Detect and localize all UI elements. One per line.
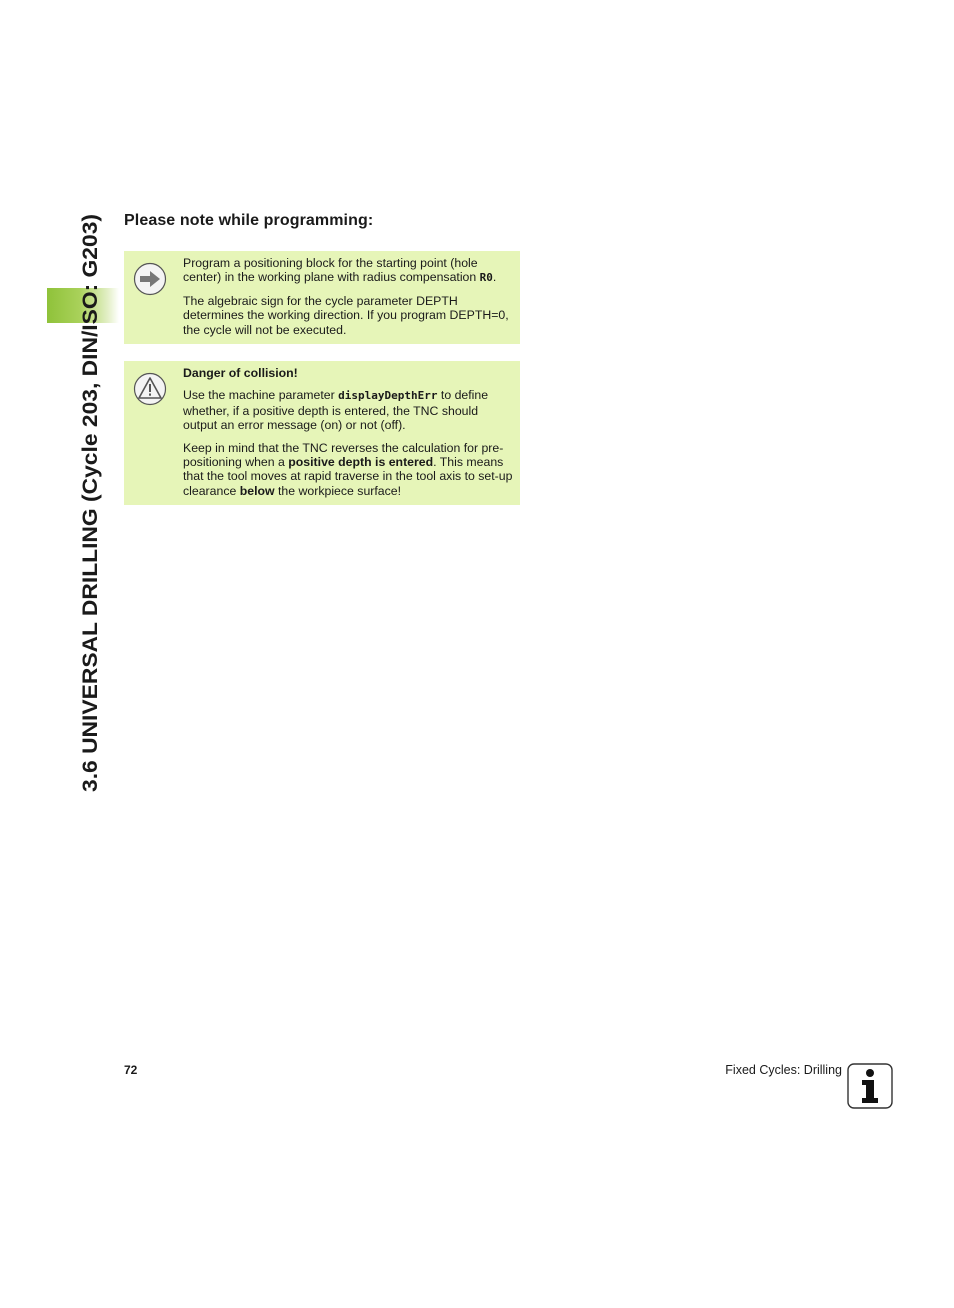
warning-triangle-icon <box>133 372 167 406</box>
info-note-body <box>183 256 514 345</box>
info-note-paragraph-1 <box>183 256 514 286</box>
arrow-right-icon <box>133 262 167 296</box>
positive-depth-emphasis: positive depth is entered <box>288 455 434 470</box>
danger-note-box <box>124 361 520 505</box>
danger-note-title: Danger of collision! <box>183 366 298 380</box>
info-note-text-end: . <box>492 270 497 285</box>
info-note-text: Program a positioning block for the starting point (hole center) in the working plane with radius compensation <box>183 256 480 285</box>
danger-note-paragraph-2 <box>183 441 514 499</box>
danger-note-text-end: to define whether, if a positive depth is entered, the TNC should output an error message (on) or not (off). <box>183 388 489 433</box>
page-number: 72 <box>124 1063 138 1077</box>
danger-note-body <box>183 366 514 506</box>
info-note-paragraph-2: The algebraic sign for the cycle parameter DEPTH determines the working direction. If you program DEPTH=0, the cycle will not be executed. <box>183 293 509 337</box>
danger-note-paragraph-1 <box>183 388 514 432</box>
section-heading: Please note while programming: <box>124 212 374 229</box>
footer-chapter-title: Fixed Cycles: Drilling <box>725 1063 842 1077</box>
danger-note-text-2b: . This means that the tool moves at rapid traverse in the tool axis to set-up clearance <box>183 455 513 498</box>
info-icon <box>847 1063 893 1109</box>
danger-note-text-2a: Keep in mind that the TNC reverses the calculation for pre-positioning when a <box>183 440 504 470</box>
radius-compensation-code: R0 <box>479 271 493 285</box>
danger-note-text: Use the machine parameter <box>183 388 339 403</box>
machine-parameter-code: displayDepthErr <box>338 389 438 403</box>
chapter-title-text: 3.6 UNIVERSAL DRILLING (Cycle 203, DIN/ISO: G203) <box>79 260 102 792</box>
below-emphasis: below <box>239 483 275 498</box>
chapter-side-title <box>70 212 110 792</box>
danger-note-text-2c: the workpiece surface! <box>274 483 402 498</box>
info-note-box <box>124 251 520 344</box>
